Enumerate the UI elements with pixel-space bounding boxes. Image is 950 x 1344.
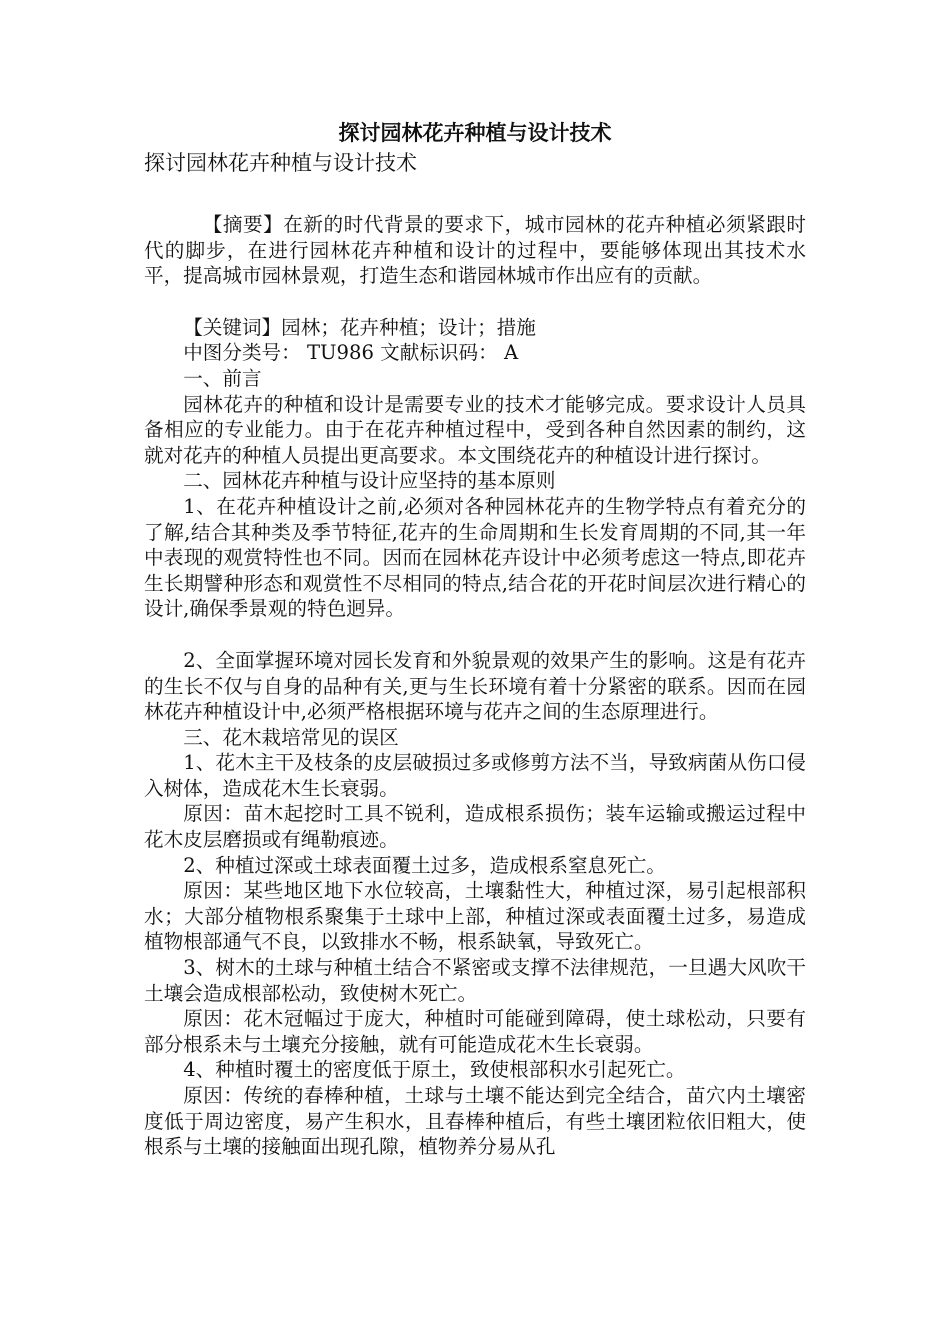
body-paragraph: 原因：苗木起挖时工具不锐利，造成根系损伤；装车运输或搬运过程中花木皮层磨损或有绳勒痕迹。	[144, 802, 806, 852]
body-paragraph: 1、在花卉种植设计之前,必须对各种园林花卉的生物学特点有着充分的了解,结合其种类及季节特征,花卉的生命周期和生长发育周期的不同,其一年中表现的观赏特性也不同。因而在园林花卉设计中必须考虑这一特点,即花卉生长期譬种形态和观赏性不尽相同的特点,结合花的开花时间层次进行精心的设计,确保季景观的特色迥异。	[144, 494, 806, 621]
section-heading-intro: 一、前言	[183, 366, 262, 390]
body-paragraph: 2、全面掌握环境对园长发育和外貌景观的效果产生的影响。这是有花卉的生长不仅与自身的品种有关,更与生长环境有着十分紧密的联系。因而在园林花卉种植设计中,必须严格根据环境与花卉之间的生态原理进行。	[144, 648, 806, 724]
document-subtitle: 探讨园林花卉种植与设计技术	[144, 151, 417, 175]
document-title: 探讨园林花卉种植与设计技术	[338, 120, 612, 145]
body-paragraph: 园林花卉的种植和设计是需要专业的技术才能够完成。要求设计人员具备相应的专业能力。由于在花卉种植过程中，受到各种自然因素的制约，这就对花卉的种植人员提出更高要求。本文围绕花卉的种植设计进行探讨。	[144, 392, 806, 467]
body-paragraph: 原因：传统的春棒种植，土球与土壤不能达到完全结合，苗穴内土壤密度低于周边密度，易产生积水，且春棒种植后，有些土壤团粒依旧粗大，使根系与土壤的接触面出现孔隙，植物养分易从孔	[144, 1084, 806, 1159]
body-paragraph: 2、种植过深或土球表面覆土过多，造成根系窒息死亡。	[183, 853, 666, 877]
section-heading-principles: 二、园林花卉种植与设计应坚持的基本原则	[183, 469, 556, 493]
abstract-paragraph: 【摘要】在新的时代背景的要求下，城市园林的花卉种植必须紧跟时代的脚步，在进行园林花卉种植和设计的过程中，要能够体现出其技术水平，提高城市园林景观，打造生态和谐园林城市作出应有的贡献。	[144, 213, 806, 288]
body-paragraph: 1、花木主干及枝条的皮层破损过多或修剪方法不当，导致病菌从伤口侵入树体，造成花木生长衰弱。	[144, 751, 806, 800]
body-paragraph: 4、种植时覆土的密度低于原土，致使根部积水引起死亡。	[183, 1058, 686, 1082]
body-paragraph: 原因：花木冠幅过于庞大，种植时可能碰到障碍，使土球松动，只要有部分根系未与土壤充分接触，就有可能造成花木生长衰弱。	[144, 1007, 806, 1056]
keywords-line: 【关键词】园林；花卉种植；设计；措施	[183, 315, 536, 339]
body-paragraph: 3、树木的土球与种植土结合不紧密或支撑不法律规范，一旦遇大风吹干土壤会造成根部松动，致使树木死亡。	[144, 956, 806, 1005]
document-page	[144, 118, 806, 1160]
classification-line: 中图分类号： TU986 文献标识码： A	[183, 341, 519, 365]
body-paragraph: 原因：某些地区地下水位较高，土壤黏性大，种植过深，易引起根部积水；大部分植物根系聚集于土球中上部，种植过深或表面覆土过多，易造成植物根部通气不良，以致排水不畅，根系缺氧，导致死亡。	[144, 879, 806, 954]
section-heading-misconceptions: 三、花木栽培常见的误区	[183, 725, 399, 749]
